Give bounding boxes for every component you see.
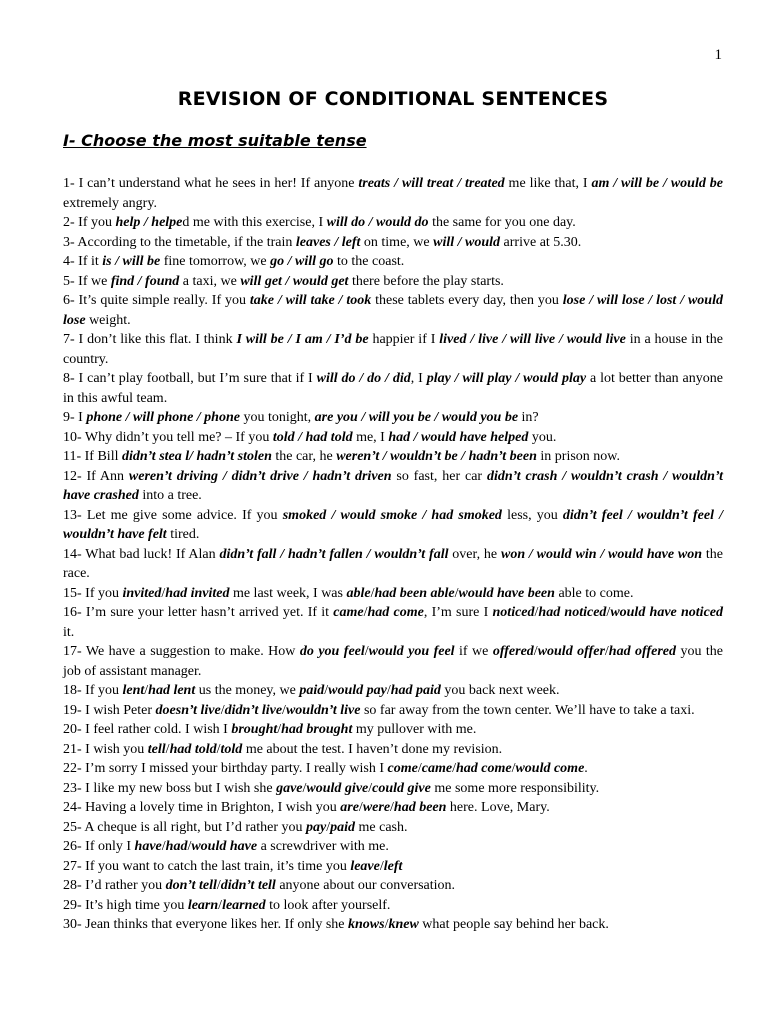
answer-options: had been [393,800,447,815]
answer-options: will get / would get [240,273,349,289]
sentence-text: 12- If Ann [63,468,129,484]
answer-options: will / would [433,234,501,250]
answer-options: do you feel [299,644,365,659]
exercise-item [63,701,723,721]
exercise-item [63,408,723,428]
answer-options: would have [191,839,258,854]
sentence-text: into a tree. [138,488,202,503]
answer-options: have [134,839,162,854]
sentence-text: / [216,878,221,893]
answer-options: noticed [492,605,535,620]
sentence-text: / [606,605,611,620]
sentence-text: 20- I feel rather cold. I wish I [63,722,232,737]
answer-options: had invited [165,585,230,601]
exercise-item [63,837,723,857]
exercise-item [63,467,723,506]
answer-options: left [383,858,403,874]
sentence-text: / [386,683,391,698]
sentence-text: me, I [352,429,389,445]
document-title: REVISION OF CONDITIONAL SENTENCES [177,88,609,110]
exercise-item [63,720,723,740]
sentence-text: / [390,800,394,815]
answer-options: had come [367,605,424,620]
answer-options: would come [515,761,585,776]
answer-options: paid [330,819,355,835]
answer-options: pay [306,819,327,835]
answer-options: didn’t stea l/ hadn’t stolen [121,449,272,464]
sentence-text: / [282,702,286,718]
sentence-text: in prison now. [536,449,620,464]
answer-options: smoked / would smoke / had smoked [282,507,502,523]
answer-options: didn’t fall / hadn’t fallen / wouldn’t fall [219,546,449,562]
exercise-item [63,447,723,467]
sentence-text: , I’m sure I [423,605,493,620]
exercise-item [63,213,723,233]
sentence-text: 23- I like my new boss but I wish she [63,780,277,796]
exercise-item [63,740,723,760]
answer-options: lent [122,683,145,698]
sentence-text: 21- I wish you [63,741,148,757]
sentence-text: the same for you one day. [428,215,576,230]
answer-options: would give [306,780,369,796]
answer-options: weren’t driving / didn’t drive / hadn’t driven [128,468,392,484]
answer-options: leave [350,858,380,874]
sentence-text: able to come. [554,585,634,601]
sentence-text: / [384,917,389,932]
exercise-item [63,759,723,779]
sentence-text: 30- Jean thinks that everyone likes her. If only she [63,917,348,932]
answer-options: would offer [537,644,605,659]
exercise-item [63,603,723,642]
answer-options: knows [347,917,385,932]
sentence-text: a lot better than anyone in this awful team. [63,371,723,406]
answer-options: knew [388,917,419,932]
sentence-text: on time, we [360,234,434,250]
answer-options: don’t tell [165,878,217,893]
sentence-text: / [454,585,459,601]
exercise-item [63,545,723,584]
sentence-text: extremely angry. [63,195,157,211]
sentence-text: / [144,683,149,698]
sentence-text: anyone about our conversation. [275,878,456,893]
sentence-text: / [370,585,375,601]
answer-options: would you feel [368,644,455,659]
sentence-text: me cash. [355,819,408,835]
sentence-text: 19- I wish Peter [63,702,156,718]
answer-options: came [333,605,364,620]
exercise-item [63,681,723,701]
answer-options: didn’t live [224,702,283,718]
sentence-text: 22- I’m sorry I missed your birthday party. I really wish I [63,761,388,776]
sentence-text: if we [454,644,493,659]
sentence-text: 28- I’d rather you [63,878,166,893]
answer-options: find / found [110,273,180,289]
exercise-item [63,252,723,272]
exercise-item [63,876,723,896]
section-heading: I- Choose the most suitable tense [63,131,367,150]
sentence-text: arrive at 5.30. [500,234,582,250]
exercise-item [63,896,723,916]
sentence-text: d me with this exercise, I [182,215,327,230]
answer-options: didn’t tell [220,878,276,893]
sentence-text: less, you [501,507,563,523]
sentence-text: 6- It’s quite simple really. If you [63,293,250,308]
sentence-text: 4- If it [63,254,103,269]
answer-options: didn’t crash / wouldn’t crash / wouldn’t have crashed [63,468,723,503]
sentence-text: 8- I can’t play football, but I’m sure that if I [63,371,317,386]
answer-options: learn [187,897,219,913]
sentence-text: 14- What bad luck! If Alan [63,546,220,562]
answer-options: take / will take / took [249,293,372,308]
sentence-text: 27- If you want to catch the last train, it’s time you [63,858,351,874]
answer-options: didn’t feel / wouldn’t feel / wouldn’t have felt [63,507,724,542]
sentence-text: / [533,644,538,659]
answer-options: weren’t / wouldn’t be / hadn’t been [336,449,537,464]
sentence-text: 2- If you [63,215,116,230]
answer-options: is / will be [102,254,161,269]
answer-options: were [362,800,391,815]
answer-options: had lent [148,683,196,698]
sentence-text: fine tomorrow, we [160,254,271,269]
answer-options: had brought [281,722,353,737]
sentence-text: my pullover with me. [352,722,477,737]
sentence-text: / [363,605,368,620]
sentence-text: me some more responsibility. [430,780,600,796]
sentence-text: / [379,858,384,874]
sentence-text: 26- If only I [63,839,135,854]
answer-options: had noticed [538,605,607,620]
exercise-item [63,330,723,369]
sentence-text: weight. [85,312,131,328]
sentence-text: it. [63,624,75,640]
answer-options: had [165,839,188,854]
answer-options: had / would have helped [388,429,529,445]
sentence-text: / [368,780,373,796]
sentence-text: tired. [166,527,200,542]
answer-options: are you / will you be / would you be [314,410,519,425]
answer-options: brought [231,722,278,737]
answer-options: had told [169,741,217,757]
answer-options: offered [492,644,534,659]
answer-options: learned [222,897,266,913]
sentence-text: / [358,800,363,815]
sentence-text: / [220,702,225,718]
sentence-text: there before the play starts. [348,273,504,289]
answer-options: tell [147,741,166,757]
sentence-text: 13- Let me give some advice. If you [63,507,283,523]
exercise-list [63,174,723,935]
sentence-text: you tonight, [239,410,315,425]
sentence-text: , I [410,371,427,386]
answer-options: paid [299,683,325,698]
answer-options: wouldn’t live [285,702,361,718]
exercise-item [63,857,723,877]
exercise-item [63,272,723,292]
sentence-text: 17- We have a suggestion to make. How [63,644,300,659]
sentence-text: to the coast. [333,254,405,269]
answer-options: would have been [458,585,555,601]
sentence-text: the race. [63,546,723,581]
answer-options: told [220,741,243,757]
answer-options: are [340,800,359,815]
exercise-item [63,428,723,448]
answer-options: phone / will phone / phone [86,410,240,425]
answer-options: told / had told [272,429,353,445]
answer-options: go / will go [270,254,334,269]
answer-options: will do / do / did [316,371,411,386]
sentence-text: 16- I’m sure your letter hasn’t arrived yet. If it [63,605,334,620]
sentence-text: / [452,761,456,776]
sentence-text: / [161,839,166,854]
sentence-text: a screwdriver with me. [257,839,389,854]
sentence-text: / [302,780,307,796]
exercise-item [63,642,723,681]
answer-options: lived / live / will live / would live [439,332,626,347]
sentence-text: over, he [448,546,501,562]
sentence-text: / [216,741,221,757]
sentence-text: / [511,761,516,776]
answer-options: gave [276,780,303,796]
sentence-text: 24- Having a lovely time in Brighton, I wish you [63,800,341,815]
exercise-item [63,584,723,604]
sentence-text: you back next week. [440,683,560,698]
sentence-text: 9- I [63,410,87,425]
sentence-text: / [277,722,282,737]
answer-options: doesn’t live [155,702,221,718]
sentence-text: me last week, I was [229,585,347,601]
sentence-text: me like that, I [504,176,592,191]
sentence-text: / [364,644,369,659]
sentence-text: 29- It’s high time you [63,897,188,913]
sentence-text: 5- If we [63,273,111,289]
sentence-text: happier if I [368,332,440,347]
exercise-item [63,818,723,838]
sentence-text: to look after yourself. [265,897,391,913]
sentence-text: / [534,605,539,620]
sentence-text: you the job of assistant manager. [63,644,724,679]
answer-options: had offered [608,644,676,659]
sentence-text: here. Love, Mary. [446,800,550,815]
answer-options: invited [122,585,162,601]
page-number: 1 [714,47,722,63]
sentence-text: 3- According to the timetable, if the train [63,234,296,250]
sentence-text: / [326,819,331,835]
sentence-text: 18- If you [63,683,123,698]
sentence-text: / [604,644,609,659]
exercise-item [63,915,723,935]
answer-options: will do / would do [326,215,429,230]
answer-options: play / will play / would play [426,371,587,386]
sentence-text: / [161,585,166,601]
answer-options: could give [372,780,431,796]
answer-options: I will be / I am / I’d be [236,332,369,347]
sentence-text: in a house in the country. [63,332,723,367]
answer-options: leaves / left [295,234,361,250]
exercise-item [63,506,723,545]
exercise-item [63,291,723,330]
sentence-text: 10- Why didn’t you tell me? – If you [63,429,273,445]
sentence-text: so far away from the town center. We’ll have to take a taxi. [360,702,695,718]
sentence-text: me about the test. I haven’t done my revision. [242,741,503,757]
sentence-text: these tablets every day, then you [371,293,563,308]
sentence-text: / [187,839,192,854]
answer-options: come [387,761,418,776]
answer-options: came [421,761,453,776]
sentence-text: 7- I don’t like this flat. I think [63,332,237,347]
answer-options: would have noticed [610,605,724,620]
sentence-text: 25- A cheque is all right, but I’d rather you [63,819,306,835]
exercise-item [63,233,723,253]
sentence-text: / [417,761,422,776]
sentence-text: . [584,761,588,776]
sentence-text: us the money, we [195,683,300,698]
exercise-item [63,798,723,818]
sentence-text: in? [518,410,539,425]
sentence-text: you. [528,429,557,445]
sentence-text: / [218,897,223,913]
exercise-item [63,174,723,213]
answer-options: won / would win / would have won [500,546,703,562]
sentence-text: the car, he [271,449,337,464]
answer-options: treats / will treat / treated [358,176,505,191]
exercise-item [63,779,723,799]
answer-options: lose / will lose / lost / would lose [63,293,723,328]
sentence-text: 11- If Bill [63,449,122,464]
answer-options: would pay [328,683,387,698]
answer-options: had come [455,761,512,776]
sentence-text: 15- If you [63,585,123,601]
answer-options: am / will be / would be [591,176,723,191]
sentence-text: what people say behind her back. [418,917,609,932]
sentence-text: so fast, her car [391,468,487,484]
sentence-text: / [165,741,170,757]
answer-options: able [346,585,371,601]
sentence-text: 1- I can’t understand what he sees in her! If anyone [63,176,359,191]
exercise-item [63,369,723,408]
answer-options: had been able [374,585,455,601]
answer-options: had paid [390,683,441,698]
sentence-text: / [324,683,329,698]
sentence-text: a taxi, we [179,273,241,289]
answer-options: help / helpe [115,215,183,230]
